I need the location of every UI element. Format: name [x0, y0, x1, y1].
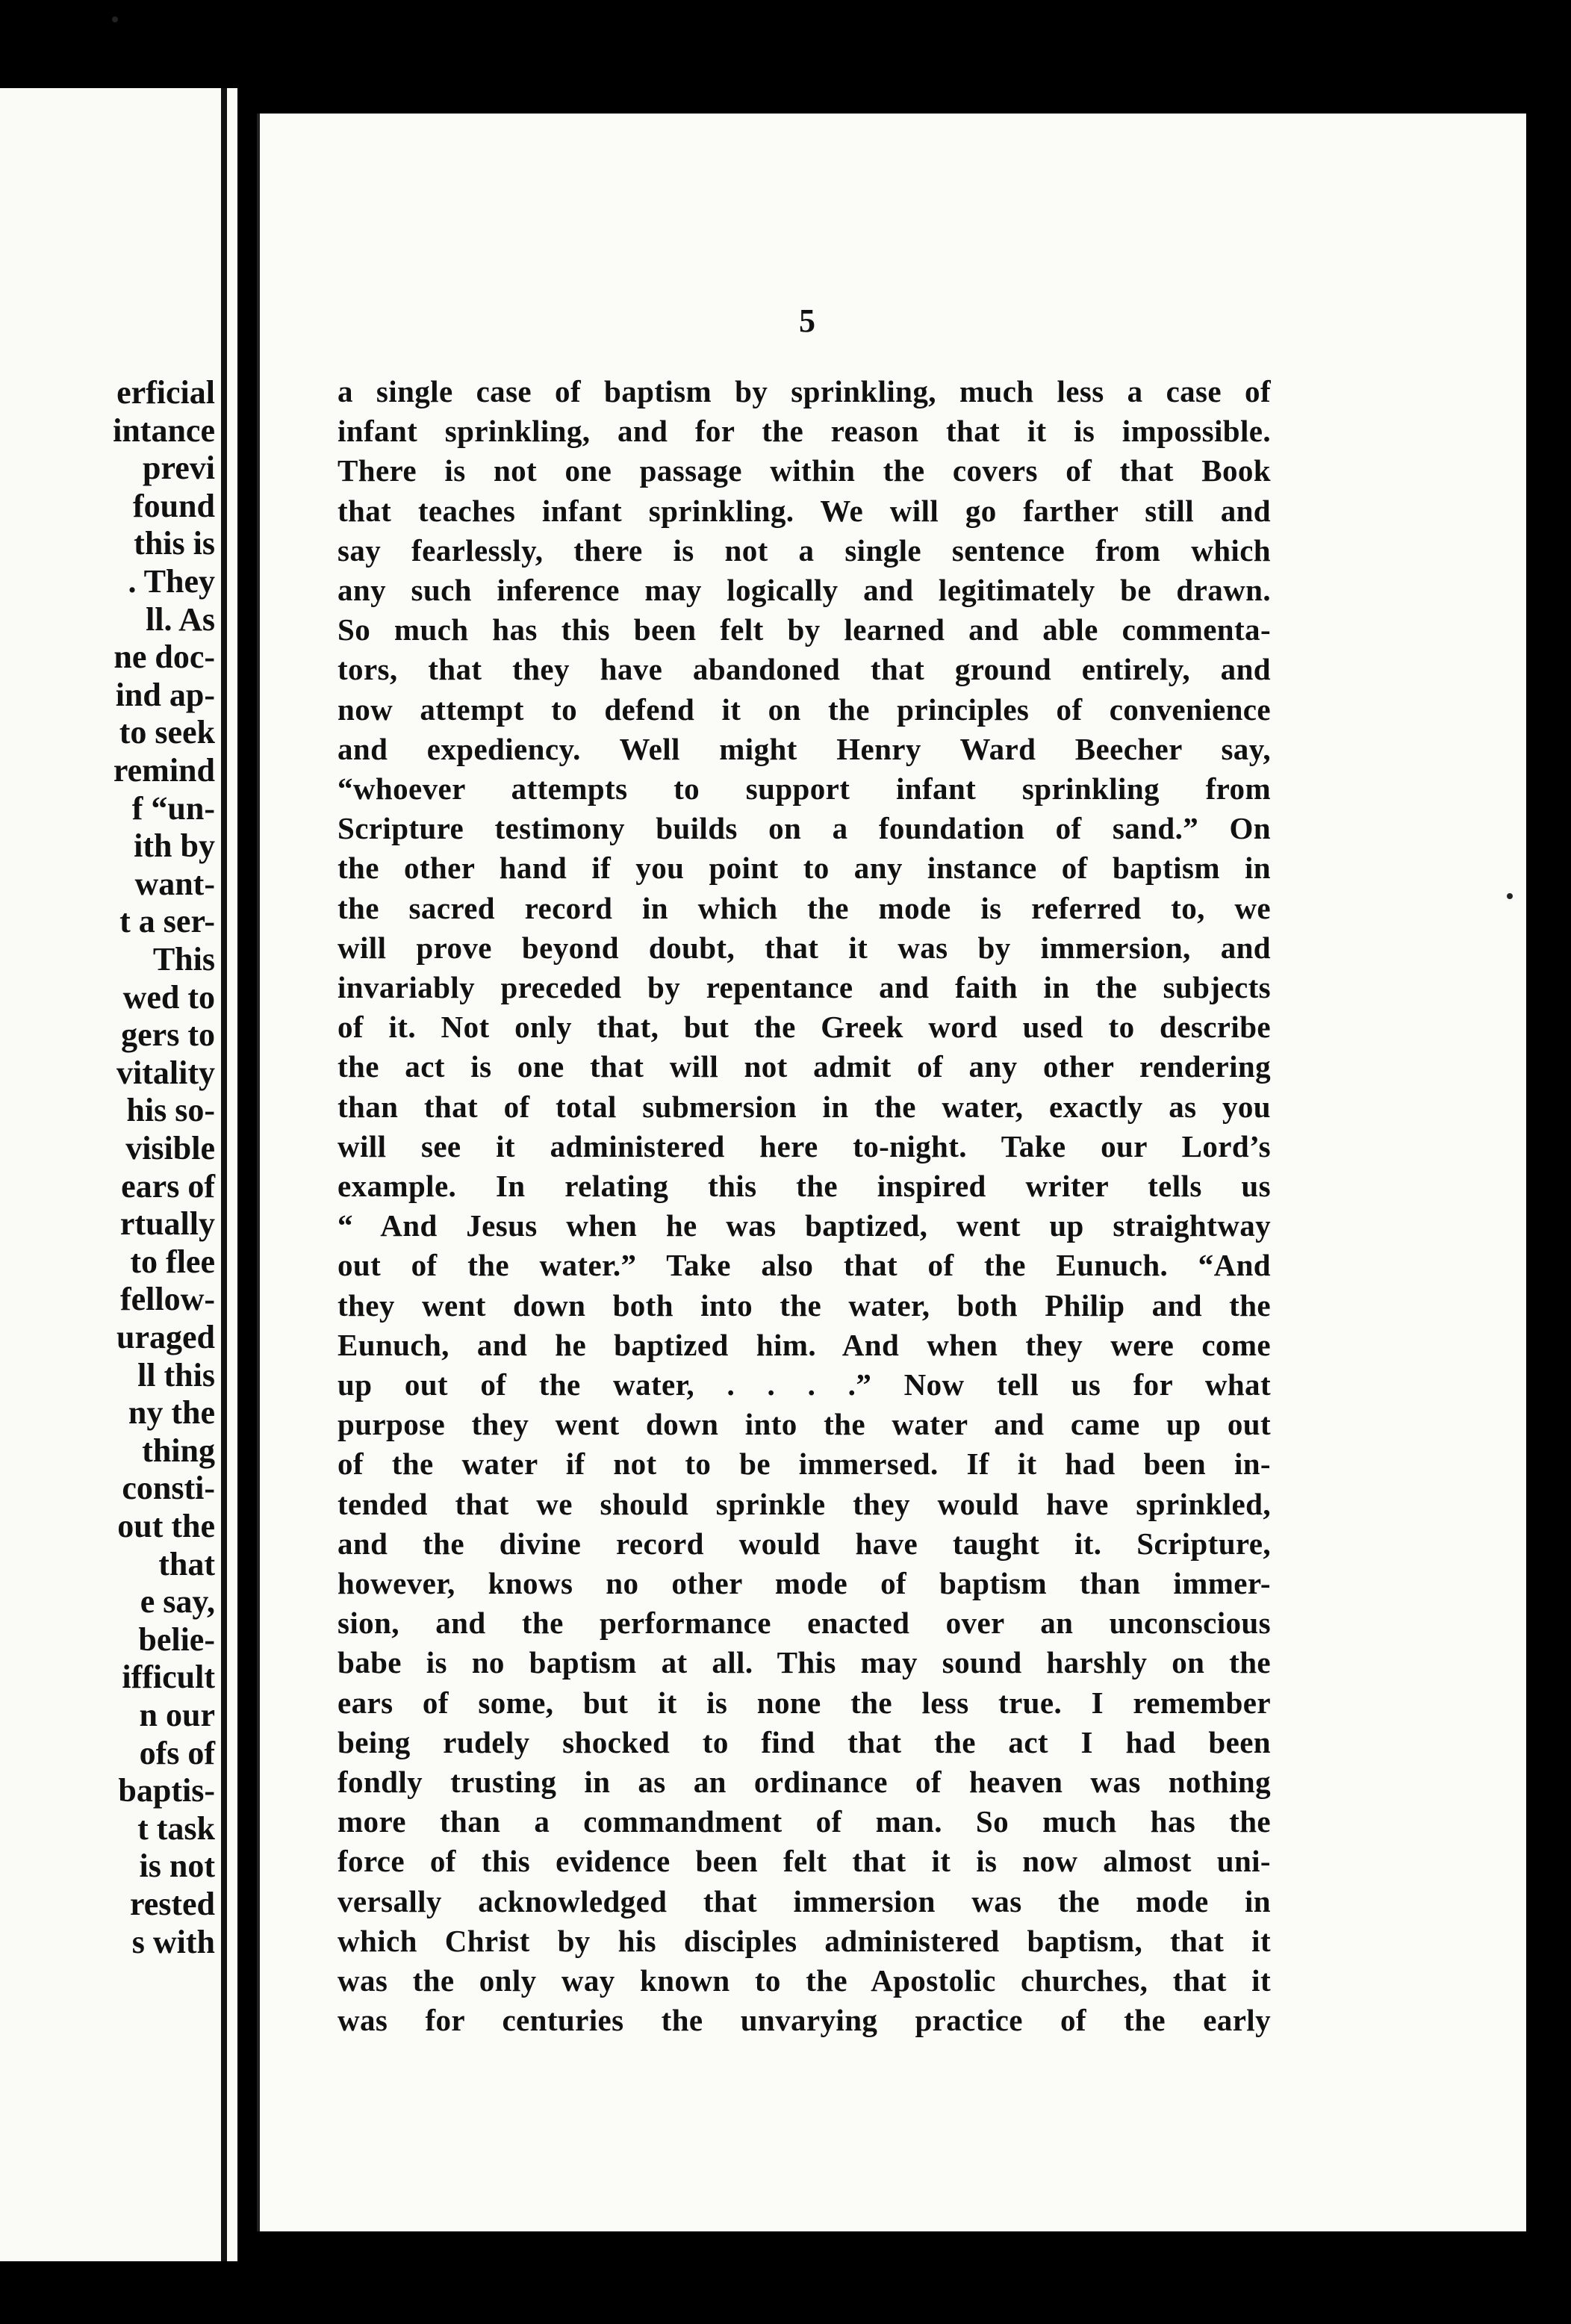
text-line: now attempt to defend it on the principles of convenience [337, 692, 1271, 727]
left-page-fragment: ny the [128, 1394, 215, 1432]
left-page-fragment: f “un- [131, 789, 215, 827]
text-line: will see it administered here to-night. Take our Lord’s [337, 1128, 1271, 1163]
text-line: was the only way known to the Apostolic churches, that it [337, 1963, 1271, 1998]
left-page-fragment: rested [129, 1886, 215, 1922]
left-page-fragment: erficial [116, 374, 215, 411]
left-facing-page [0, 88, 237, 2261]
text-line: more than a commandment of man. So much has the [337, 1804, 1271, 1839]
left-page-fragment: thing [142, 1432, 215, 1469]
text-line: up out of the water, . . . .” Now tell us for what [337, 1367, 1271, 1402]
left-page-rule [221, 88, 227, 2261]
text-line: of the water if not to be immersed. If it had been in- [337, 1447, 1271, 1482]
left-page-fragment: n our [139, 1697, 215, 1733]
left-page-fragment: e say, [140, 1583, 215, 1621]
text-line: will prove beyond doubt, that it was by immersion, and [337, 930, 1271, 965]
text-line: versally acknowledged that immersion was the mode in [337, 1883, 1271, 1918]
text-line: and expediency. Well might Henry Ward Beecher say, [337, 731, 1271, 766]
text-line: and the divine record would have taught it. Scripture, [337, 1526, 1271, 1561]
left-page-fragment: ifficult [122, 1659, 215, 1696]
left-page-fragment: is not [139, 1848, 215, 1885]
text-line: example. In relating this the inspired writer tells us [337, 1169, 1271, 1203]
text-line: fondly trusting in as an ordinance of heaven was nothing [337, 1765, 1271, 1799]
left-page-fragment: consti- [122, 1470, 215, 1507]
left-page-fragment: out the [117, 1508, 215, 1544]
text-line: Scripture testimony builds on a foundation of sand.” On [337, 811, 1271, 846]
text-line: was for centuries the unvarying practice of the early [337, 2003, 1271, 2038]
right-page [257, 114, 1526, 2231]
text-line: sion, and the performance enacted over an unconscious [337, 1606, 1271, 1641]
book-gutter [237, 0, 257, 2324]
text-line: that teaches infant sprinkling. We will go farther still and [337, 493, 1271, 528]
ink-spot [112, 16, 118, 22]
text-line: they went down both into the water, both Philip and the [337, 1287, 1271, 1323]
left-page-fragment: ears of [121, 1167, 215, 1205]
text-line: invariably preceded by repentance and faith in the subjects [337, 970, 1271, 1004]
left-page-fragment: rtually [119, 1205, 215, 1243]
text-line: say fearlessly, there is not a single sentence from which [337, 532, 1271, 568]
page-number: 5 [799, 302, 815, 339]
text-line: a single case of baptism by sprinkling, much less a case of [337, 374, 1271, 408]
text-line: the sacred record in which the mode is referred to, we [337, 890, 1271, 925]
text-line: infant sprinkling, and for the reason that it is impossible. [337, 414, 1271, 449]
left-page-fragment: ne doc- [113, 639, 215, 676]
left-page-fragment: his so- [126, 1092, 215, 1129]
text-line: of it. Not only that, but the Greek word used to describe [337, 1010, 1271, 1045]
right-page-rule [257, 114, 260, 2231]
left-page-fragment: fellow- [119, 1281, 215, 1318]
left-page-fragment: to seek [119, 714, 215, 751]
left-page-fragment: that [158, 1545, 215, 1582]
left-page-fragment: This [152, 941, 215, 978]
left-page-fragment: . They [128, 563, 215, 600]
left-page-fragment: belie- [138, 1621, 215, 1658]
text-line: however, knows no other mode of baptism than immer- [337, 1566, 1271, 1600]
left-page-fragment: previ [143, 450, 215, 487]
text-line: out of the water.” Take also that of the Eunuch. “And [337, 1248, 1271, 1283]
left-page-fragment: t a ser- [119, 903, 215, 940]
left-page-fragment: ind ap- [115, 676, 215, 713]
text-line: force of this evidence been felt that it is now almost uni- [337, 1844, 1271, 1879]
text-line: ears of some, but it is none the less true. I remember [337, 1685, 1271, 1720]
left-page-fragment: to flee [130, 1243, 215, 1280]
text-line: babe is no baptism at all. This may sound harshly on the [337, 1645, 1271, 1680]
text-line: any such inference may logically and legitimately be drawn. [337, 573, 1271, 607]
text-line: the other hand if you point to any instance of baptism in [337, 851, 1271, 886]
text-line: There is not one passage within the covers of that Book [337, 453, 1271, 488]
text-line: purpose they went down into the water and came up out [337, 1407, 1271, 1442]
left-page-fragment: intance [113, 411, 215, 449]
left-page-fragment: ll this [137, 1356, 215, 1394]
left-page-fragment: wed to [122, 978, 215, 1016]
left-page-fragment: baptis- [118, 1772, 215, 1809]
left-page-fragment: s with [131, 1923, 215, 1960]
text-line: “whoever attempts to support infant sprinkling from [337, 771, 1271, 806]
text-line: tors, that they have abandoned that ground entirely, and [337, 652, 1271, 687]
left-page-fragment: ofs of [139, 1734, 215, 1771]
left-page-fragment: t task [137, 1809, 215, 1847]
left-page-fragment: ll. As [146, 600, 215, 638]
text-line: So much has this been felt by learned and able commenta- [337, 612, 1271, 647]
page-body-text [337, 372, 1271, 2164]
text-line: “ And Jesus when he was baptized, went up straightway [337, 1208, 1271, 1243]
left-page-fragment: ith by [134, 827, 215, 865]
text-line: tended that we should sprinkle they would have sprinkled, [337, 1486, 1271, 1521]
ink-spot [1507, 893, 1513, 899]
left-page-fragment: uraged [116, 1319, 215, 1355]
left-page-fragment: gers to [121, 1016, 215, 1054]
text-line: which Christ by his disciples administered baptism, that it [337, 1923, 1271, 1958]
left-page-fragment: this is [134, 525, 215, 562]
text-line: Eunuch, and he baptized him. And when they were come [337, 1327, 1271, 1362]
left-page-fragment: want- [134, 865, 215, 902]
left-page-fragment: found [132, 487, 215, 524]
text-line: being rudely shocked to find that the act I had been [337, 1724, 1271, 1759]
left-page-fragment: vitality [116, 1054, 215, 1091]
left-page-fragment: remind [113, 752, 215, 789]
left-page-fragment: visible [125, 1130, 215, 1166]
text-line: the act is one that will not admit of any other rendering [337, 1049, 1271, 1084]
text-line: than that of total submersion in the water, exactly as you [337, 1089, 1271, 1124]
